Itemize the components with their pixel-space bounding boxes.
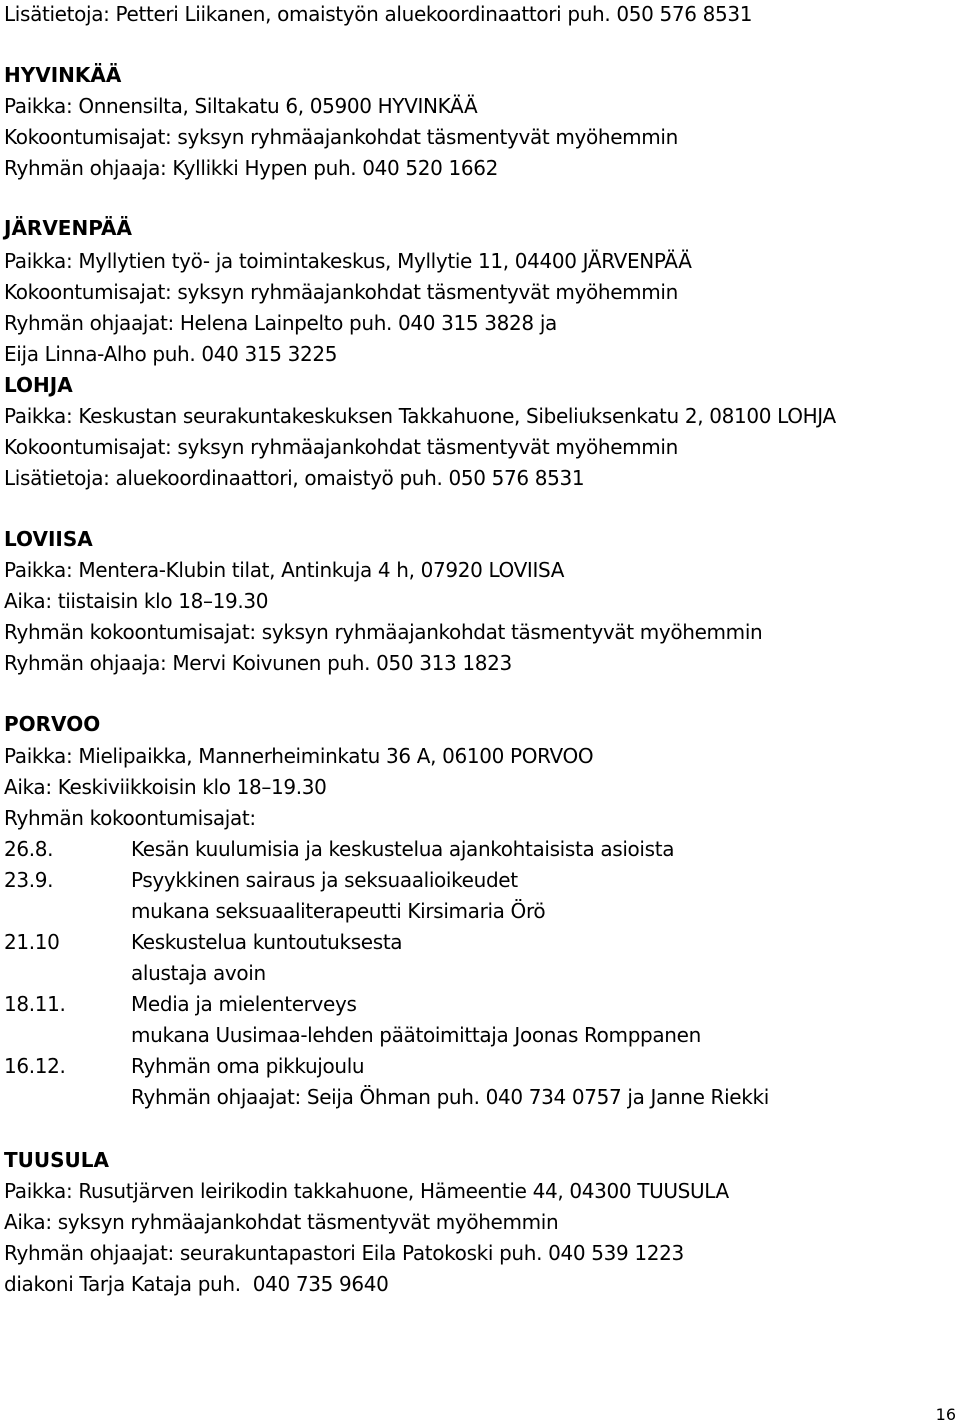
schedule-topic: Psyykkinen sairaus ja seksuaalioikeudet [131,868,518,892]
loviisa-place: Paikka: Mentera-Klubin tilat, Antinkuja 4 h, 07920 LOVIISA [4,558,565,582]
porvoo-times-label: Ryhmän kokoontumisajat: [4,806,256,830]
hyvinkaa-place: Paikka: Onnensilta, Siltakatu 6, 05900 HYVINKÄÄ [4,94,478,118]
schedule-date: 16.12. [4,1054,66,1078]
lohja-place: Paikka: Keskustan seurakuntakeskuksen Takkahuone, Sibeliuksenkatu 2, 08100 LOHJA [4,404,836,428]
loviisa-times: Ryhmän kokoontumisajat: syksyn ryhmäajankohdat täsmentyvät myöhemmin [4,620,763,644]
schedule-date: 18.11. [4,992,66,1016]
loviisa-time: Aika: tiistaisin klo 18–19.30 [4,589,269,613]
schedule-topic: Keskustelua kuntoutuksesta [131,930,403,954]
schedule-date: 26.8. [4,837,54,861]
porvoo-time: Aika: Keskiviikkoisin klo 18–19.30 [4,775,327,799]
section-heading-hyvinkaa: HYVINKÄÄ [4,63,122,87]
schedule-topic-detail: mukana seksuaaliterapeutti Kirsimaria Örö [131,899,546,923]
lohja-info: Lisätietoja: aluekoordinaattori, omaistyö puh. 050 576 8531 [4,466,585,490]
section-heading-loviisa: LOVIISA [4,527,93,551]
jarvenpaa-place: Paikka: Myllytien työ- ja toimintakeskus, Myllytie 11, 04400 JÄRVENPÄÄ [4,249,692,273]
hyvinkaa-leader: Ryhmän ohjaaja: Kyllikki Hypen puh. 040 520 1662 [4,156,499,180]
schedule-topic-detail: mukana Uusimaa-lehden päätoimittaja Joonas Romppanen [131,1023,701,1047]
section-heading-lohja: LOHJA [4,373,73,397]
loviisa-leader: Ryhmän ohjaaja: Mervi Koivunen puh. 050 313 1823 [4,651,512,675]
intro-contact: Lisätietoja: Petteri Liikanen, omaistyön aluekoordinaattori puh. 050 576 8531 [4,2,753,26]
tuusula-place: Paikka: Rusutjärven leirikodin takkahuone, Hämeentie 44, 04300 TUUSULA [4,1179,729,1203]
schedule-topic: Kesän kuulumisia ja keskustelua ajankohtaisista asioista [131,837,675,861]
jarvenpaa-leader-1: Ryhmän ohjaajat: Helena Lainpelto puh. 040 315 3828 ja [4,311,557,335]
section-heading-tuusula: TUUSULA [4,1148,109,1172]
section-heading-jarvenpaa: JÄRVENPÄÄ [4,216,132,240]
jarvenpaa-times: Kokoontumisajat: syksyn ryhmäajankohdat täsmentyvät myöhemmin [4,280,678,304]
tuusula-time: Aika: syksyn ryhmäajankohdat täsmentyvät myöhemmin [4,1210,559,1234]
schedule-date: 21.10 [4,930,60,954]
schedule-date: 23.9. [4,868,54,892]
tuusula-leader-2: diakoni Tarja Kataja puh. 040 735 9640 [4,1272,389,1296]
jarvenpaa-leader-2: Eija Linna-Alho puh. 040 315 3225 [4,342,338,366]
page-number: 16 [935,1405,956,1424]
lohja-times: Kokoontumisajat: syksyn ryhmäajankohdat täsmentyvät myöhemmin [4,435,678,459]
tuusula-leader-1: Ryhmän ohjaajat: seurakuntapastori Eila Patokoski puh. 040 539 1223 [4,1241,684,1265]
schedule-topic-detail: alustaja avoin [131,961,266,985]
schedule-topic-detail: Ryhmän ohjaajat: Seija Öhman puh. 040 734 0757 ja Janne Riekki [131,1085,769,1109]
schedule-topic: Media ja mielenterveys [131,992,357,1016]
porvoo-place: Paikka: Mielipaikka, Mannerheiminkatu 36 A, 06100 PORVOO [4,744,594,768]
schedule-topic: Ryhmän oma pikkujoulu [131,1054,365,1078]
section-heading-porvoo: PORVOO [4,712,101,736]
hyvinkaa-times: Kokoontumisajat: syksyn ryhmäajankohdat täsmentyvät myöhemmin [4,125,678,149]
